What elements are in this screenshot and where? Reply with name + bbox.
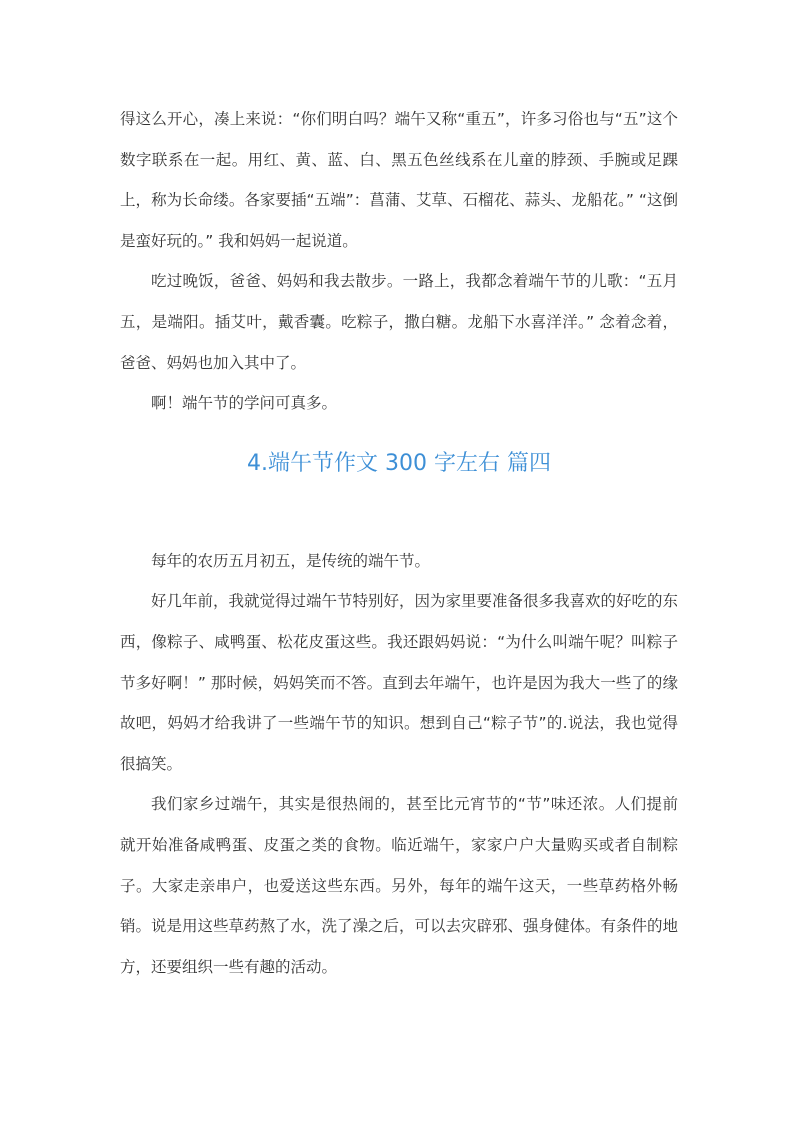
paragraph: 得这么开心，凑上来说：“你们明白吗？端午又称“重五”，许多习俗也与“五”这个数字联系在一起。用红、黄、蓝、白、黑五色丝线系在儿童的脖颈、手腕或足踝上，称为长命缕。各家要插“五端”：菖蒲、艾草、石榴花、蒜头、龙船花。” “这倒是蛮好玩的。” 我和妈妈一起说道。 [120, 110, 678, 250]
paragraph: 啊！端午节的学问可真多。 [151, 394, 338, 413]
paragraph: 好几年前，我就觉得过端午节特别好，因为家里要准备很多我喜欢的好吃的东西，像粽子、咸鸭蛋、松花皮蛋这些。我还跟妈妈说：“为什么叫端午呢？叫粽子节多好啊！” 那时候，妈妈笑而不答。直到去年端午，也许是因为我大一些了的缘故吧，妈妈才给我讲了一些端午节的知识。想到自己“粽子节”的.说法，我也觉得很搞笑。 [120, 592, 679, 773]
section-heading: 4.端午节作文 300 字左右 篇四 [247, 450, 551, 476]
paragraph: 我们家乡过端午，其实是很热闹的，甚至比元宵节的“节”味还浓。人们提前就开始准备咸鸭蛋、皮蛋之类的食物。临近端午，家家户户大量购买或者自制粽子。大家走亲串户，也爱送这些东西。另外，每年的端午这天，一些草药格外畅销。说是用这些草药熬了水，洗了澡之后，可以去灾辟邪、强身健体。有条件的地方，还要组织一些有趣的活动。 [120, 795, 679, 976]
section-previous-essay-end [120, 99, 678, 424]
paragraph: 每年的农历五月初五，是传统的端午节。 [151, 551, 431, 570]
paragraph: 吃过晚饭，爸爸、妈妈和我去散步。一路上，我都念着端午节的儿歌：“五月五，是端阳。插艾叶，戴香囊。吃粽子，撒白糖。龙船下水喜洋洋。” 念着念着，爸爸、妈妈也加入其中了。 [120, 272, 678, 372]
section-essay-four [120, 541, 678, 988]
document-content [120, 99, 678, 987]
